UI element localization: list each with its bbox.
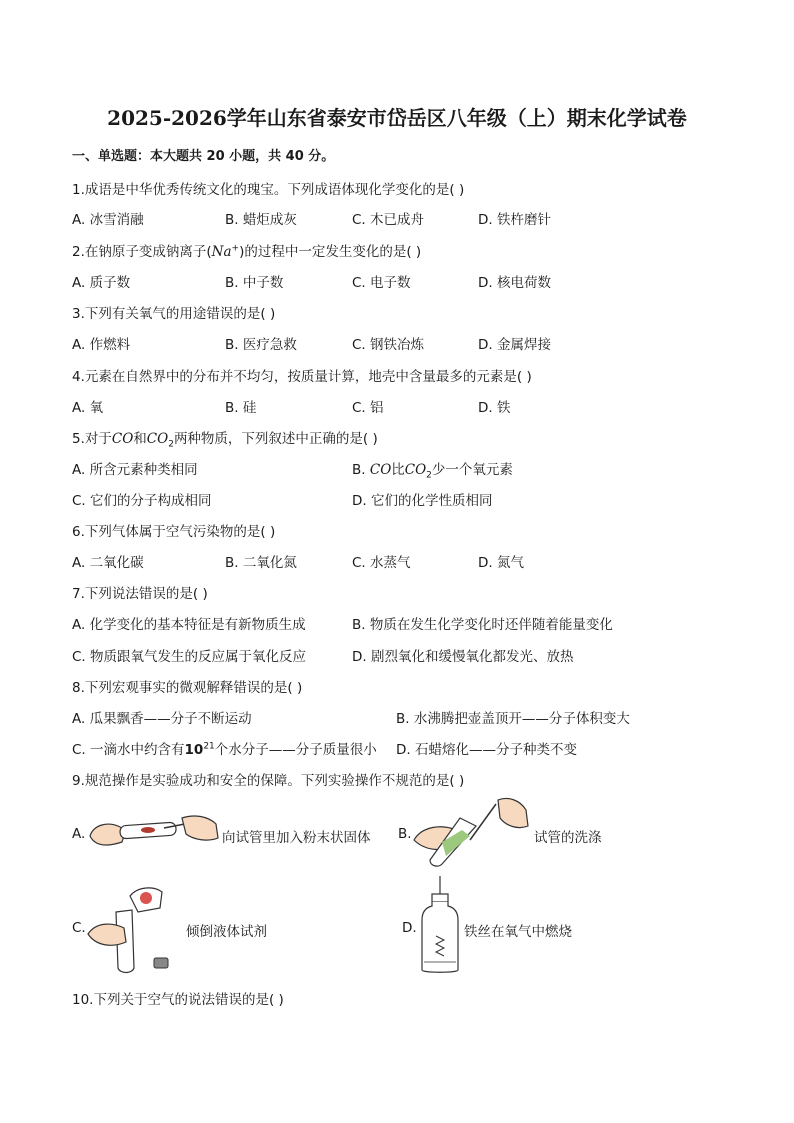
q9-option-a-caption: 向试管里加入粉末状固体 (222, 830, 371, 846)
q1-option-d: D. 铁杵磨针 (478, 212, 551, 228)
q8-option-c: C. 一滴水中约含有$10^{21}$个水分子——分子质量很小 (72, 741, 377, 758)
q3-option-b: B. 医疗急救 (225, 337, 297, 353)
q2-option-a: A. 质子数 (72, 275, 131, 291)
question-4-stem: 4.元素在自然界中的分布并不均匀，按质量计算，地壳中含量最多的元素是( ) (72, 369, 532, 385)
q9-option-c-caption: 倾倒液体试剂 (186, 924, 267, 940)
q5-option-a: A. 所含元素种类相同 (72, 462, 198, 478)
q1-option-c: C. 木已成舟 (352, 212, 425, 228)
q4-option-a: A. 氧 (72, 400, 104, 416)
question-9-stem: 9.规范操作是实验成功和安全的保障。下列实验操作不规范的是( ) (72, 773, 465, 789)
q3-option-a: A. 作燃料 (72, 337, 131, 353)
q9-option-b-caption: 试管的洗涤 (534, 830, 602, 846)
section-heading: 一、单选题：本大题共 20 小题，共 40 分。 (72, 149, 335, 164)
q7-option-a: A. 化学变化的基本特征是有新物质生成 (72, 617, 306, 633)
q6-option-a: A. 二氧化碳 (72, 555, 144, 571)
question-1-stem: 1.成语是中华优秀传统文化的瑰宝。下列成语体现化学变化的是( ) (72, 182, 465, 198)
exam-title: 2025-2026学年山东省泰安市岱岳区八年级（上）期末化学试卷 (107, 106, 687, 130)
q6-option-b: B. 二氧化氮 (225, 555, 297, 571)
q5-option-b: B. CO比$CO_2$少一个氧元素 (352, 462, 513, 481)
q5-option-c: C. 它们的分子构成相同 (72, 493, 212, 509)
q6-option-c: C. 水蒸气 (352, 555, 411, 571)
q9-option-b-letter: B. (398, 826, 412, 842)
q4-option-b: B. 硅 (225, 400, 257, 416)
q8-option-a: A. 瓜果飘香——分子不断运动 (72, 711, 252, 727)
q7-option-c: C. 物质跟氧气发生的反应属于氧化反应 (72, 649, 307, 665)
question-10-stem: 10.下列关于空气的说法错误的是( ) (72, 992, 284, 1008)
q1-option-a: A. 冰雪消融 (72, 212, 144, 228)
q9-option-d-caption: 铁丝在氧气中燃烧 (464, 924, 572, 940)
iron-wire-oxygen-bottle-illustration (418, 876, 462, 976)
question-7-stem: 7.下列说法错误的是( ) (72, 586, 208, 602)
question-5-stem: 5.对于CO和$CO_2$两种物质，下列叙述中正确的是( ) (72, 431, 378, 450)
q9-option-a-letter: A. (72, 826, 86, 842)
q7-option-d: D. 剧烈氧化和缓慢氧化都发光、放热 (352, 649, 574, 665)
q8-option-d: D. 石蜡熔化——分子种类不变 (396, 742, 577, 758)
q3-option-d: D. 金属焊接 (478, 337, 551, 353)
q4-option-d: D. 铁 (478, 400, 511, 416)
q1-option-b: B. 蜡炬成灰 (225, 212, 297, 228)
q9-option-d-letter: D. (402, 920, 417, 936)
liquid-pouring-illustration (86, 882, 182, 974)
q2-option-b: B. 中子数 (225, 275, 284, 291)
q3-option-c: C. 钢铁冶炼 (352, 337, 425, 353)
q4-option-c: C. 铝 (352, 400, 384, 416)
q5-option-d: D. 它们的化学性质相同 (352, 493, 493, 509)
q7-option-b: B. 物质在发生化学变化时还伴随着能量变化 (352, 617, 613, 633)
question-6-stem: 6.下列气体属于空气污染物的是( ) (72, 524, 276, 540)
question-3-stem: 3.下列有关氧气的用途错误的是( ) (72, 306, 276, 322)
q9-option-c-letter: C. (72, 920, 86, 936)
question-2-stem: 2.在钠原子变成钠离子(Na+)的过程中一定发生变化的是( ) (72, 243, 422, 260)
test-tube-powder-illustration (86, 808, 222, 854)
q2-option-d: D. 核电荷数 (478, 275, 551, 291)
q6-option-d: D. 氮气 (478, 555, 524, 571)
q2-option-c: C. 电子数 (352, 275, 411, 291)
test-tube-washing-illustration (412, 796, 532, 870)
q8-option-b: B. 水沸腾把壶盖顶开——分子体积变大 (396, 711, 630, 727)
question-8-stem: 8.下列宏观事实的微观解释错误的是( ) (72, 680, 303, 696)
